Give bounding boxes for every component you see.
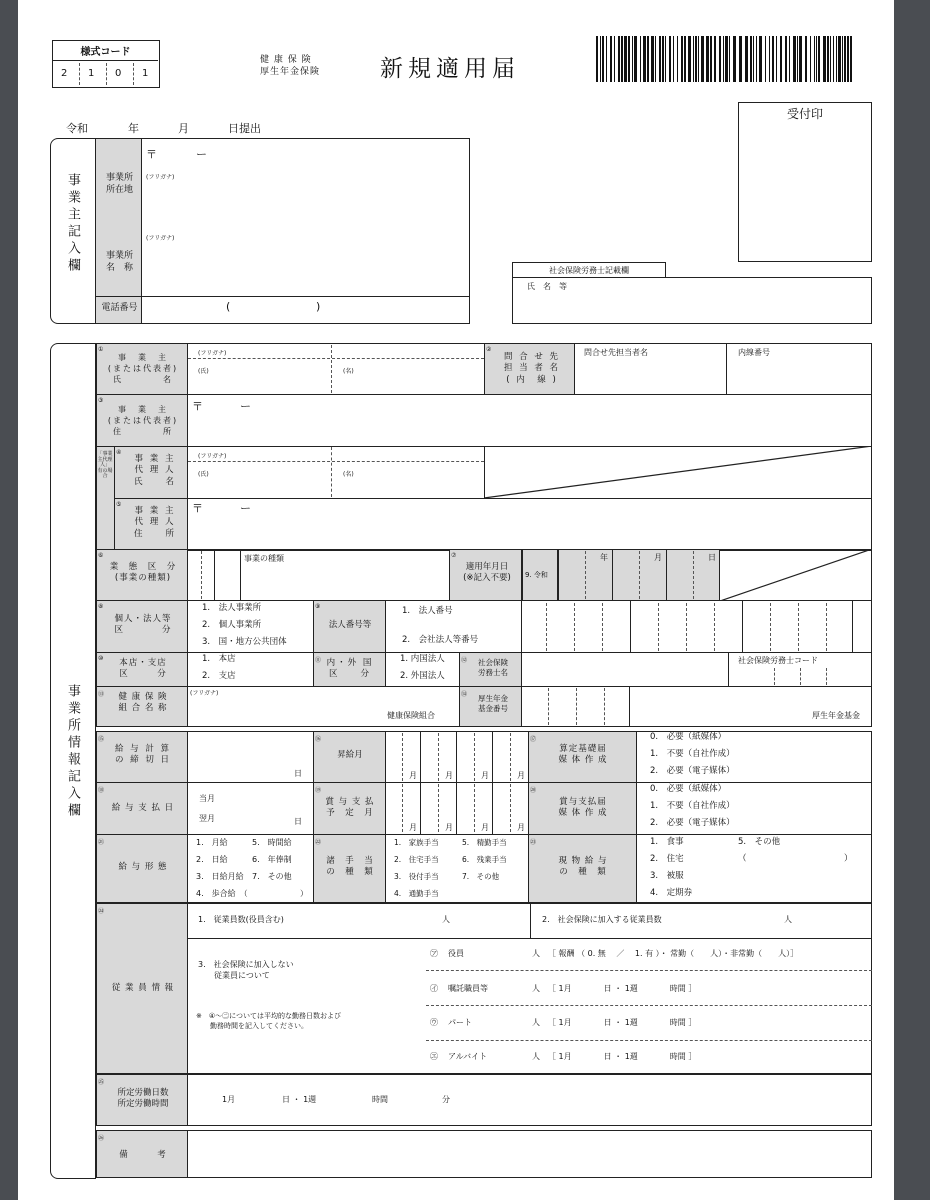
extension-label: 内線番号 <box>738 348 770 357</box>
code-digit: 0 <box>115 68 122 79</box>
apply-day: 日 <box>708 553 716 562</box>
receipt-stamp-box[interactable] <box>738 102 872 262</box>
office-name-label: 事業所 名 称 <box>105 251 133 274</box>
insurance-line-1: 健 康 保 険 <box>260 55 312 65</box>
in-kind-paren-close: ） <box>844 854 853 864</box>
allowance-option[interactable]: 1. 家族手当 <box>394 838 439 847</box>
category-mark: ㋐ <box>430 949 438 958</box>
bonus-media-label: 賞与支払届 媒 体 作 成 <box>558 797 608 819</box>
item-number: ㉑ <box>98 839 105 846</box>
postal-mark: 〒 <box>146 148 157 161</box>
cutoff-day-unit: 日 <box>294 769 302 778</box>
insured-count-unit: 人 <box>784 915 792 924</box>
bonus-month: 月 <box>409 823 417 832</box>
barcode <box>596 36 854 82</box>
phone-label: 電話番号 <box>101 303 138 313</box>
work-hours-label: 所定労働日数 所定労働時間 <box>117 1088 169 1110</box>
remarks-label: 備 考 <box>119 1150 167 1160</box>
category-unit: 人 <box>532 984 540 993</box>
item-number: ⑩ <box>98 655 104 662</box>
business-type-input[interactable] <box>242 563 448 599</box>
item-number: ⑪ <box>315 657 322 664</box>
submit-month: 月 <box>178 122 189 135</box>
media-option[interactable]: 0. 必要（紙媒体） <box>650 732 727 742</box>
agent-side-label: 「事業主代理人」 有の場合 <box>97 451 113 479</box>
in-kind-label: 現 物 給 与 の 種 類 <box>558 856 608 878</box>
category-mark: ㋓ <box>430 1052 438 1061</box>
corp-number-digits[interactable] <box>522 601 872 652</box>
sharoushi-input[interactable] <box>512 277 872 324</box>
sr-name-input[interactable] <box>523 653 727 686</box>
work-hours: 時間 <box>372 1095 388 1104</box>
media-option[interactable]: 2. 必要（電子媒体） <box>650 766 735 776</box>
item-number: ⑰ <box>530 736 537 743</box>
domestic-label: 内・外 国 区 分 <box>326 658 374 680</box>
name-furigana: (フリガナ) <box>146 235 175 242</box>
code-digit: 1 <box>142 68 149 79</box>
bonus-month: 月 <box>481 823 489 832</box>
category-name: 嘱託職員等 <box>448 984 488 993</box>
item-number: ⑮ <box>98 736 105 743</box>
category-detail: ［ 1月 日 ・ 1週 時間 ］ <box>548 1018 697 1027</box>
postal-dash: ー <box>196 148 207 161</box>
agent-name-input[interactable] <box>188 462 484 497</box>
branch-option[interactable]: 2. 支店 <box>202 671 236 681</box>
agent-address-label: 事 業 主 代 理 人 住 所 <box>133 506 176 539</box>
corp-number-option[interactable]: 1. 法人番号 <box>402 606 453 616</box>
agent-diagonal <box>484 446 872 498</box>
branch-type-label: 本店・支店 区 分 <box>119 658 167 680</box>
item-number: ㉒ <box>315 839 322 846</box>
payday-option[interactable]: 翌月 <box>199 814 215 823</box>
category-name: パート <box>448 1018 472 1027</box>
item-number: ⑭ <box>461 691 468 698</box>
category-detail: ［ 1月 日 ・ 1週 時間 ］ <box>548 1052 697 1061</box>
postal-mark: 〒 <box>192 502 203 515</box>
in-kind-option[interactable]: 5. その他 <box>738 837 781 847</box>
employee-count-input[interactable] <box>318 905 438 936</box>
code-digit: 2 <box>61 68 68 79</box>
item-number: ⑦ <box>451 552 457 559</box>
form-title: 新規適用届 <box>380 56 520 82</box>
item-number: ⑱ <box>98 787 105 794</box>
allowance-option[interactable]: 7. その他 <box>462 872 500 881</box>
business-category-label: 業 態 区 分 (事業の種類) <box>109 562 177 584</box>
contact-label: 問 合 せ 先 担 当 者 名 ( 内 線 ) <box>503 352 561 385</box>
insurance-line-2: 厚生年金保険 <box>260 67 321 77</box>
form-code-label: 様式コード <box>80 47 131 58</box>
submit-year: 年 <box>128 122 139 135</box>
raise-month: 月 <box>517 771 525 780</box>
pay-form-option[interactable]: 3. 日給月給 <box>196 872 244 881</box>
pay-form-option[interactable]: 4. 歩合給 （ <box>196 889 248 898</box>
allowance-option[interactable]: 3. 役付手当 <box>394 872 439 881</box>
entity-option[interactable]: 3. 国・地方公共団体 <box>202 637 287 647</box>
contact-person-label: 問合せ先担当者名 <box>584 348 648 357</box>
category-name: 役員 <box>448 949 464 958</box>
category-unit: 人 <box>532 1018 540 1027</box>
employer-side-label: 事業主記入欄 <box>65 173 80 275</box>
bonus-month: 月 <box>517 823 525 832</box>
item-number: ⑨ <box>315 603 321 610</box>
raise-month: 月 <box>409 771 417 780</box>
remarks-input[interactable] <box>189 1132 871 1176</box>
category-detail: ［ 1月 日 ・ 1週 時間 ］ <box>548 984 697 993</box>
apply-month: 月 <box>654 553 662 562</box>
pay-form-option[interactable]: 2. 日給 <box>196 855 228 864</box>
cutoff-label: 給 与 計 算 の 締 切 日 <box>114 744 172 766</box>
entity-option[interactable]: 2. 個人事業所 <box>202 620 262 630</box>
branch-option[interactable]: 1. 本店 <box>202 654 236 664</box>
form-page <box>18 0 894 1200</box>
item-number: ① <box>98 346 104 353</box>
category-mark: ㋒ <box>430 1018 438 1027</box>
raise-label: 昇給月 <box>337 750 363 760</box>
item-number: ㉕ <box>98 1079 105 1086</box>
item-number: ⑯ <box>315 736 322 743</box>
item-number: ㉖ <box>98 1135 105 1142</box>
item-number: ⑬ <box>98 691 105 698</box>
in-kind-option[interactable]: 3. 被服 <box>650 871 684 881</box>
apply-year: 年 <box>600 553 608 562</box>
union-name-input[interactable] <box>188 697 458 726</box>
pay-form-option[interactable]: 5. 時間給 <box>252 838 292 847</box>
entity-type-label: 個人・法人等 区 分 <box>114 614 172 636</box>
agent-address-input[interactable] <box>188 499 872 550</box>
address-label: 事業所 所在地 <box>105 173 133 196</box>
average-note: ※ ④〜㊁については平均的な勤務日数および 勤務時間を記入してください。 <box>196 1012 342 1030</box>
item-number: ⑥ <box>98 552 104 559</box>
agent-furigana: (フリガナ) <box>198 453 227 460</box>
postal-mark: 〒 <box>192 400 203 413</box>
apply-date-label: 適用年月日 (※記入不要) <box>463 562 511 584</box>
owner-shi: (氏) <box>198 368 209 375</box>
category-name: アルバイト <box>448 1052 488 1061</box>
allowance-label: 諸 手 当 の 種 類 <box>326 856 374 878</box>
submit-era: 令和 <box>66 122 88 135</box>
bonus-month: 月 <box>445 823 453 832</box>
code-digit: 1 <box>88 68 95 79</box>
work-day-week: 日 ・ 1週 <box>282 1095 317 1104</box>
owner-address-input[interactable] <box>188 396 872 445</box>
in-kind-option[interactable]: 1. 食事 <box>650 837 684 847</box>
item-number: ⑤ <box>116 501 122 508</box>
media-label: 算定基礎届 媒 体 作 成 <box>558 744 608 766</box>
payday-day-unit: 日 <box>294 817 302 826</box>
bonus-month-label: 賞 与 支 払 予 定 月 <box>325 797 375 819</box>
address-furigana: (フリガナ) <box>146 174 175 181</box>
employee-info-label: 従 業 員 情 報 <box>111 983 175 993</box>
employee-count-label: 1. 従業員数(役員含む) <box>198 915 284 924</box>
office-side-box <box>50 343 96 1179</box>
agent-mei: (名) <box>343 471 354 478</box>
agent-name-label: 事 業 主 代 理 人 氏 名 <box>133 454 176 487</box>
allowance-option[interactable]: 6. 残業手当 <box>462 855 507 864</box>
sr-code-label: 社会保険労務士コード <box>738 656 818 665</box>
raise-month: 月 <box>445 771 453 780</box>
sr-name-label: 社会保険 労務士名 <box>478 658 508 678</box>
item-number: ⑧ <box>98 603 104 610</box>
business-type-label: 事業の種類 <box>244 554 284 563</box>
allowance-option[interactable]: 5. 精勤手当 <box>462 838 507 847</box>
sharoushi-title-box <box>512 262 666 278</box>
domestic-option[interactable]: 2. 外国法人 <box>400 671 445 681</box>
owner-name-input[interactable] <box>188 359 484 394</box>
kikin-suffix: 厚生年金基金 <box>812 711 860 720</box>
phone-paren-open: ( <box>226 300 231 313</box>
in-kind-option[interactable]: 2. 住宅 <box>650 854 684 864</box>
in-kind-option[interactable]: 4. 定期券 <box>650 888 693 898</box>
category-unit: 人 <box>532 949 540 958</box>
item-number: ㉓ <box>530 839 537 846</box>
receipt-stamp-label: 受付印 <box>786 107 823 121</box>
in-kind-paren-open: （ <box>738 854 747 864</box>
payday-option[interactable]: 当月 <box>199 794 215 803</box>
kikin-label: 厚生年金 基金番号 <box>478 694 508 714</box>
media-option[interactable]: 1. 不要（自社作成） <box>650 749 735 759</box>
item-number: ③ <box>98 397 104 404</box>
cutoff-day-input[interactable] <box>189 733 313 781</box>
health-union-label: 健 康 保 険 組 合 名 称 <box>118 692 168 714</box>
postal-dash: ー <box>240 502 251 515</box>
pay-form-label: 給 与 形 態 <box>118 862 168 872</box>
category-unit: 人 <box>532 1052 540 1061</box>
employee-count-unit: 人 <box>442 915 450 924</box>
owner-name-label: 事 業 主 (または代表者) 氏 名 <box>107 353 179 384</box>
bonus-media-option[interactable]: 2. 必要（電子媒体） <box>650 818 735 828</box>
apply-diagonal <box>720 549 872 601</box>
insured-count-label: 2. 社会保険に加入する従業員数 <box>542 915 662 924</box>
sharoushi-title: 社会保険労務士記載欄 <box>549 266 629 275</box>
contact-person-input[interactable] <box>576 345 726 393</box>
allowance-option[interactable]: 2. 住宅手当 <box>394 855 439 864</box>
union-furigana: (フリガナ) <box>190 690 219 697</box>
union-suffix: 健康保険組合 <box>387 711 435 720</box>
owner-furigana: (フリガナ) <box>198 350 227 357</box>
postal-dash: ー <box>240 400 251 413</box>
item-number: ④ <box>116 449 122 456</box>
submit-day: 日提出 <box>228 122 261 135</box>
item-number: ⑫ <box>461 657 468 664</box>
office-side-label: 事業所情報記入欄 <box>65 684 80 820</box>
era-label: 9. 令和 <box>525 571 548 579</box>
bonus-media-option[interactable]: 1. 不要（自社作成） <box>650 801 735 811</box>
bonus-media-option[interactable]: 0. 必要（紙媒体） <box>650 784 727 794</box>
item-number: ② <box>486 346 492 353</box>
insured-count-input[interactable] <box>698 905 782 936</box>
work-month: 1月 <box>222 1095 236 1104</box>
owner-mei: (名) <box>343 368 354 375</box>
employer-side-box <box>50 138 96 324</box>
corp-number-option[interactable]: 2. 会社法人等番号 <box>402 635 479 645</box>
payday-label: 給 与 支 払 日 <box>111 803 175 813</box>
agent-shi: (氏) <box>198 471 209 478</box>
category-detail: ［ 報酬 （ 0. 無 ／ 1. 有 ）・ 常勤（ 人）・非常勤（ 人）］ <box>548 949 799 958</box>
category-mark: ㋑ <box>430 984 438 993</box>
work-minutes: 分 <box>442 1095 450 1104</box>
pay-form-option[interactable]: 6. 年俸制 <box>252 855 292 864</box>
raise-month: 月 <box>481 771 489 780</box>
item-number: ㉔ <box>98 908 105 915</box>
pay-form-option[interactable]: 1. 月給 <box>196 838 228 847</box>
allowance-option[interactable]: 4. 通勤手当 <box>394 889 439 898</box>
item-number: ⑲ <box>315 787 322 794</box>
pay-form-option[interactable]: 7. その他 <box>252 872 292 881</box>
corp-number-label: 法人番号等 <box>328 620 372 630</box>
phone-paren-close: ) <box>316 300 321 313</box>
entity-option[interactable]: 1. 法人事業所 <box>202 603 262 613</box>
domestic-option[interactable]: 1. 内国法人 <box>400 654 445 664</box>
work-hours-input[interactable] <box>189 1076 871 1124</box>
owner-address-label: 事 業 主 (または代表者) 住 所 <box>107 405 179 436</box>
item-number: ⑳ <box>530 787 537 794</box>
sharoushi-name-label: 氏 名 等 <box>527 282 567 291</box>
form-code-box <box>52 40 160 88</box>
pay-form-close: ） <box>300 889 308 898</box>
uninsured-label: 3. 社会保険に加入しない 従業員について <box>198 960 294 980</box>
